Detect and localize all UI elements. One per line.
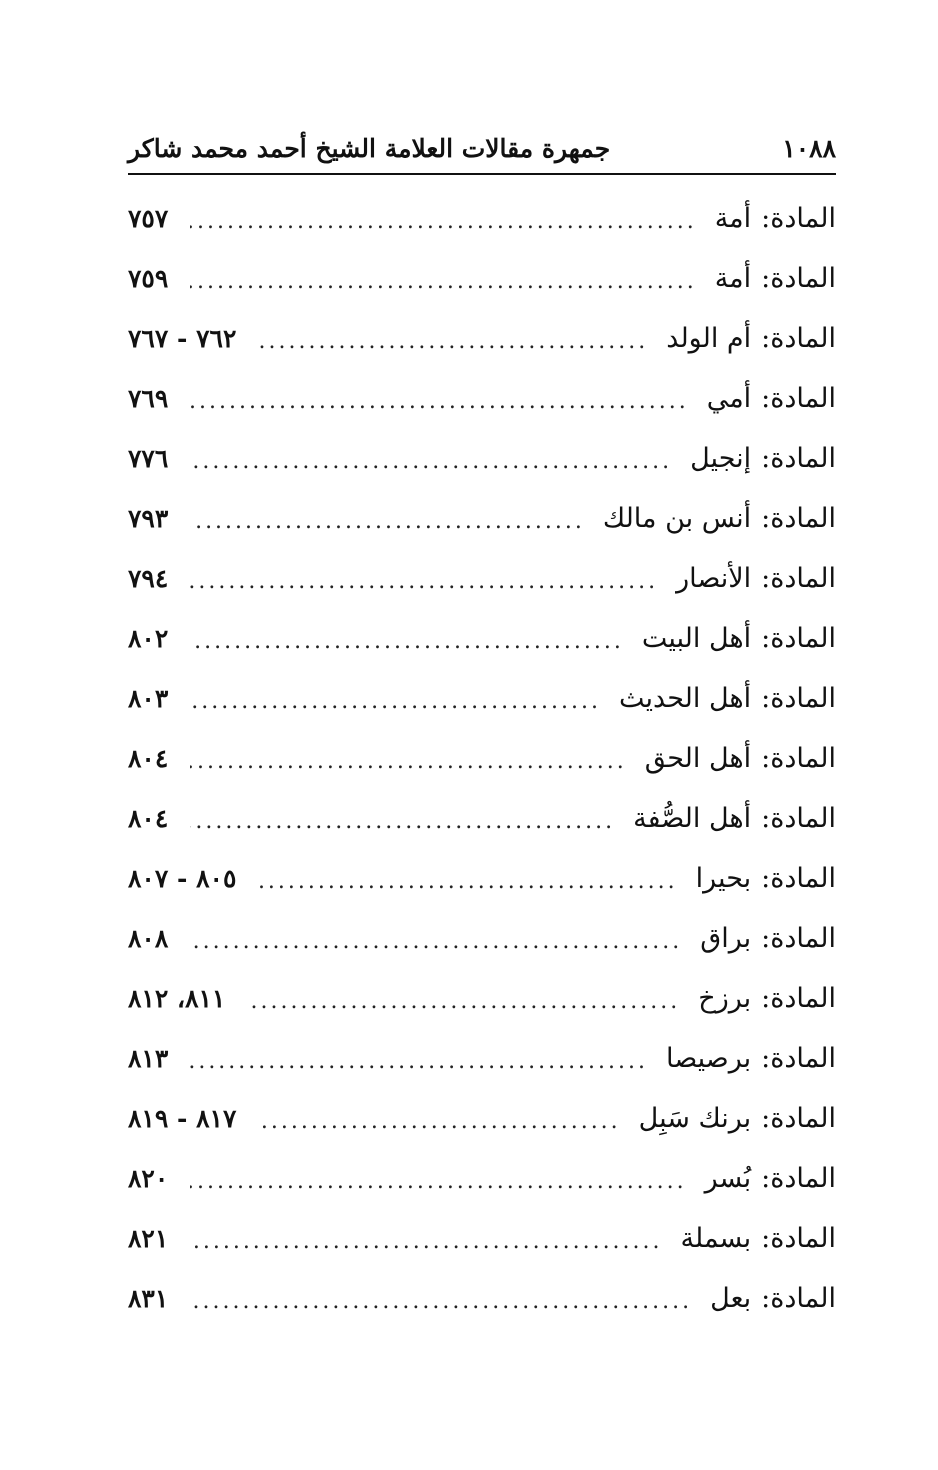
- dot-leader: [190, 203, 696, 233]
- entry-page-number: ٨٣١: [128, 1283, 169, 1313]
- entry-page-number: ٧٦٩: [128, 383, 169, 413]
- index-entry: [128, 1028, 836, 1088]
- entry-label: المادة: [770, 622, 836, 654]
- entry-colon: :: [761, 202, 771, 234]
- entry-label: المادة: [770, 382, 836, 414]
- index-entry: [128, 908, 836, 968]
- dot-leader: [190, 383, 688, 413]
- entry-term: برزخ: [698, 982, 752, 1014]
- entry-colon: :: [761, 982, 771, 1014]
- index-entry: [128, 308, 836, 368]
- index-entry: [128, 548, 836, 608]
- entry-label: المادة: [770, 502, 836, 534]
- entry-label: المادة: [770, 742, 836, 774]
- entry-label: المادة: [770, 1162, 836, 1194]
- dot-leader: [190, 1223, 662, 1253]
- entry-colon: :: [761, 322, 771, 354]
- index-entry: [128, 668, 836, 728]
- entry-page-number: ٧٥٩: [128, 263, 169, 293]
- entry-colon: :: [761, 442, 771, 474]
- entry-page-number: ٧٦٢ - ٧٦٧: [128, 323, 237, 353]
- entry-term: براق: [700, 922, 752, 954]
- index-entry: [128, 728, 836, 788]
- header-rule: [128, 173, 836, 175]
- entry-term: أمة: [714, 202, 752, 234]
- dot-leader: [190, 563, 658, 593]
- entry-label: المادة: [770, 262, 836, 294]
- entry-label: المادة: [770, 862, 836, 894]
- index-entries: [128, 188, 836, 1328]
- entry-label: المادة: [770, 1222, 836, 1254]
- entry-colon: :: [761, 922, 771, 954]
- entry-colon: :: [761, 742, 771, 774]
- dot-leader: [258, 863, 677, 893]
- entry-term: بُسر: [704, 1162, 752, 1194]
- entry-term: أمة: [714, 262, 752, 294]
- entry-page-number: ٨٢٠: [128, 1163, 169, 1193]
- dot-leader: [247, 983, 680, 1013]
- index-entry: [128, 968, 836, 1028]
- entry-colon: :: [761, 382, 771, 414]
- entry-term: الأنصار: [676, 562, 752, 594]
- entry-label: المادة: [770, 682, 836, 714]
- entry-term: برصيصا: [666, 1042, 752, 1074]
- dot-leader: [190, 1043, 648, 1073]
- entry-label: المادة: [770, 1042, 836, 1074]
- entry-colon: :: [761, 562, 771, 594]
- entry-colon: :: [761, 262, 771, 294]
- entry-term: إنجيل: [690, 442, 752, 474]
- entry-label: المادة: [770, 322, 836, 354]
- entry-page-number: ٨١٣: [128, 1043, 169, 1073]
- entry-term: أم الولد: [666, 322, 752, 354]
- dot-leader: [190, 1283, 692, 1313]
- entry-page-number: ٧٧٦: [128, 443, 169, 473]
- entry-page-number: ٨٠٥ - ٨٠٧: [128, 863, 237, 893]
- entry-colon: :: [761, 1042, 771, 1074]
- running-header: [128, 128, 836, 168]
- entry-label: المادة: [770, 202, 836, 234]
- dot-leader: [190, 503, 585, 533]
- page-number: ١٠٨٨: [782, 133, 836, 163]
- index-entry: [128, 1088, 836, 1148]
- entry-label: المادة: [770, 982, 836, 1014]
- index-entry: [128, 188, 836, 248]
- entry-label: المادة: [770, 1102, 836, 1134]
- entry-page-number: ٨٠٨: [128, 923, 169, 953]
- entry-term: أهل الحديث: [619, 682, 752, 714]
- index-entry: [128, 788, 836, 848]
- entry-page-number: ٧٩٣: [128, 503, 169, 533]
- index-entry: [128, 368, 836, 428]
- entry-colon: :: [761, 802, 771, 834]
- index-entry: [128, 848, 836, 908]
- entry-page-number: ٧٥٧: [128, 203, 169, 233]
- entry-term: أهل البيت: [641, 622, 752, 654]
- dot-leader: [190, 623, 624, 653]
- entry-colon: :: [761, 1102, 771, 1134]
- dot-leader: [190, 263, 696, 293]
- entry-page-number: ٨١١، ٨١٢: [128, 983, 226, 1013]
- entry-colon: :: [761, 1222, 771, 1254]
- entry-term: أهل الصُّفة: [633, 802, 752, 834]
- index-entry: [128, 488, 836, 548]
- index-entry: [128, 608, 836, 668]
- dot-leader: [190, 803, 615, 833]
- index-entry: [128, 428, 836, 488]
- index-entry: [128, 1268, 836, 1328]
- entry-term: بحيرا: [695, 862, 752, 894]
- entry-page-number: ٨٠٤: [128, 743, 169, 773]
- entry-colon: :: [761, 1282, 771, 1314]
- entry-colon: :: [761, 862, 771, 894]
- dot-leader: [190, 683, 601, 713]
- dot-leader: [190, 443, 672, 473]
- index-entry: [128, 1208, 836, 1268]
- entry-label: المادة: [770, 442, 836, 474]
- entry-label: المادة: [770, 562, 836, 594]
- entry-page-number: ٨٠٤: [128, 803, 169, 833]
- entry-page-number: ٨٠٣: [128, 683, 169, 713]
- entry-label: المادة: [770, 922, 836, 954]
- dot-leader: [190, 923, 682, 953]
- dot-leader: [190, 1163, 686, 1193]
- entry-term: أمي: [706, 382, 752, 414]
- index-entry: [128, 248, 836, 308]
- entry-colon: :: [761, 502, 771, 534]
- entry-colon: :: [761, 1162, 771, 1194]
- dot-leader: [258, 323, 648, 353]
- dot-leader: [258, 1103, 620, 1133]
- entry-colon: :: [761, 682, 771, 714]
- entry-term: أهل الحق: [644, 742, 752, 774]
- dot-leader: [190, 743, 626, 773]
- entry-term: أنس بن مالك: [602, 502, 752, 534]
- entry-page-number: ٧٩٤: [128, 563, 169, 593]
- entry-page-number: ٨٢١: [128, 1223, 169, 1253]
- entry-term: بسملة: [680, 1222, 752, 1254]
- entry-page-number: ٨٠٢: [128, 623, 169, 653]
- entry-term: برنك سَبِل: [638, 1102, 752, 1134]
- entry-label: المادة: [770, 802, 836, 834]
- book-title: جمهرة مقالات العلامة الشيخ أحمد محمد شاكر: [128, 133, 611, 163]
- entry-term: بعل: [710, 1282, 752, 1314]
- entry-page-number: ٨١٧ - ٨١٩: [128, 1103, 237, 1133]
- entry-label: المادة: [770, 1282, 836, 1314]
- index-entry: [128, 1148, 836, 1208]
- entry-colon: :: [761, 622, 771, 654]
